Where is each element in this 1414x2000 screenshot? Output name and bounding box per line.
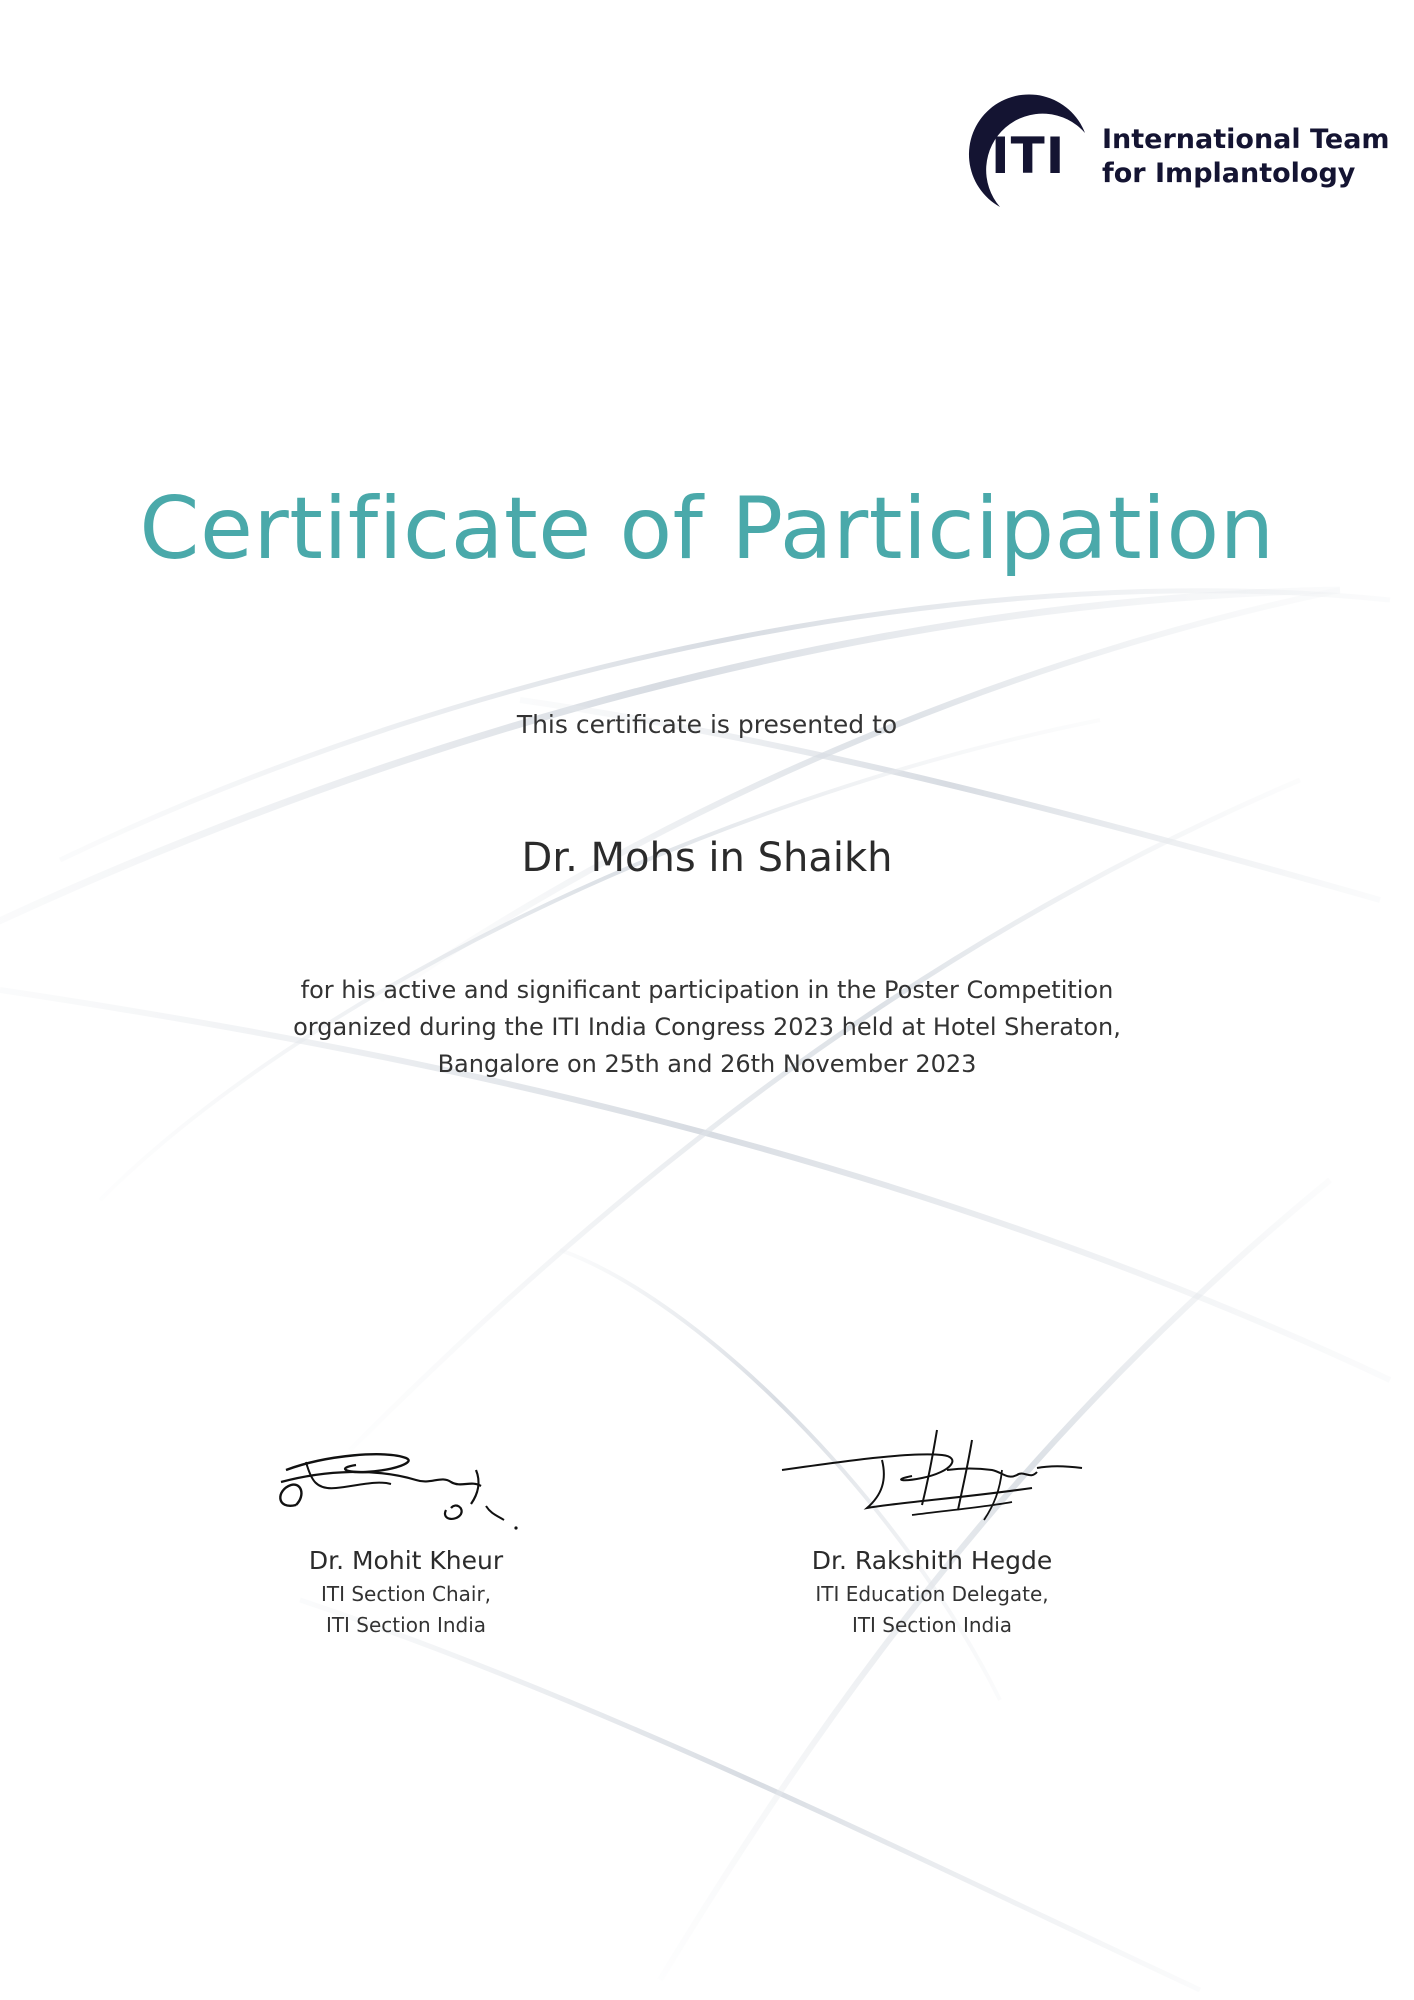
signatory-role-line2: ITI Section India bbox=[851, 1613, 1013, 1637]
signatory-name: Dr. Rakshith Hegde bbox=[811, 1546, 1053, 1575]
signatory-role bbox=[186, 1579, 626, 1641]
participation-description bbox=[220, 972, 1194, 1083]
description-line: Bangalore on 25th and 26th November 2023 bbox=[437, 1050, 977, 1078]
organization-name-line2: for Implantology bbox=[1102, 158, 1356, 189]
signatory-block-left bbox=[186, 1410, 626, 1641]
signature-rakshith-hegde bbox=[762, 1410, 1102, 1540]
signatory-role-line1: ITI Section Chair, bbox=[320, 1582, 492, 1606]
signatory-role bbox=[712, 1579, 1152, 1641]
signatory-block-right bbox=[712, 1410, 1152, 1641]
description-line: for his active and significant participation in the Poster Competition bbox=[300, 976, 1114, 1004]
signatory-name: Dr. Mohit Kheur bbox=[308, 1546, 504, 1575]
certificate-title: Certificate of Participation bbox=[139, 479, 1275, 579]
signatory-role-line1: ITI Education Delegate, bbox=[815, 1582, 1049, 1606]
iti-logo bbox=[960, 85, 1390, 215]
organization-name-line1: International Team bbox=[1102, 124, 1390, 155]
presented-to-text: This certificate is presented to bbox=[516, 710, 898, 739]
signatory-role-line2: ITI Section India bbox=[325, 1613, 487, 1637]
organization-name bbox=[1102, 123, 1390, 191]
recipient-name: Dr. Mohs in Shaikh bbox=[521, 835, 893, 881]
logo-mark-text: ITI bbox=[991, 127, 1066, 185]
signature-mohit-kheur bbox=[266, 1410, 546, 1540]
description-line: organized during the ITI India Congress 2023 held at Hotel Sheraton, bbox=[293, 1013, 1121, 1041]
